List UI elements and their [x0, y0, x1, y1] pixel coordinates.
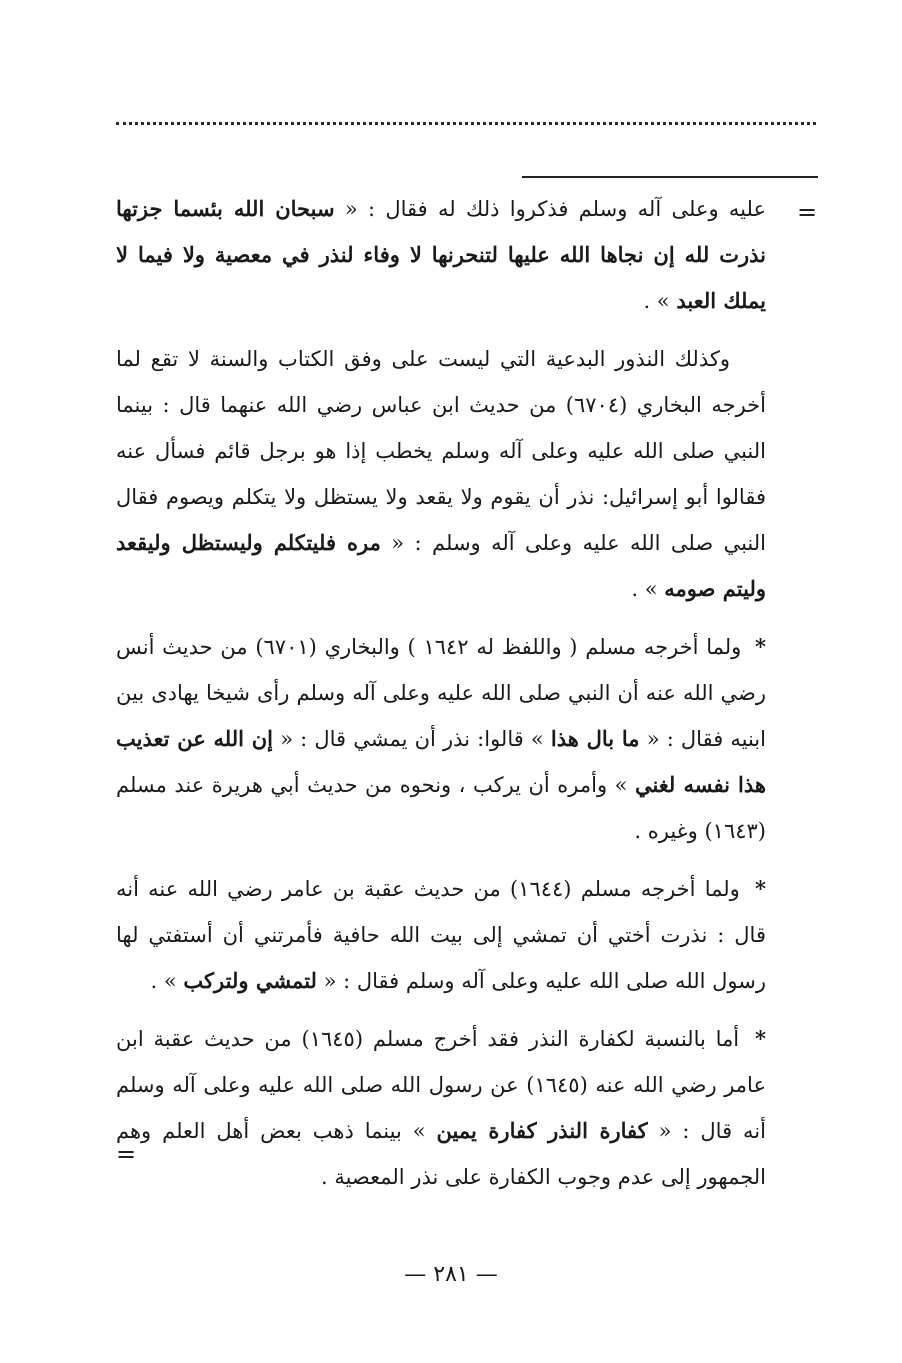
paragraph-4-close: » .: [150, 969, 177, 993]
footnote-separator: [522, 176, 818, 178]
paragraph-2: [116, 336, 766, 612]
continuation-mark-bottom: =: [116, 1140, 137, 1168]
paragraph-5: [116, 1016, 766, 1200]
paragraph-5-close: » بينما ذهب بعض أهل العلم وهم الجمهور إلى عدم وجوب الكفارة على نذر المعصية .: [116, 1119, 766, 1189]
paragraph-3-close: » وأمره أن يركب ، ونحوه من حديث أبي هريرة عند مسلم (١٦٤٣) وغيره .: [116, 773, 766, 843]
paragraph-2-text: وكذلك النذور البدعية التي ليست على وفق الكتاب والسنة لا تقع لما أخرجه البخاري (٦٧٠٤) من حديث ابن عباس رضي الله عنهما قال : بينما النبي صلى الله عليه وعلى آله وسلم يخطب إذا هو برجل قائم فسأل عنه فقالوا أبو إسرائيل: نذر أن يقوم ولا يقعد ولا يستظل ولا يتكلم ويصوم فقال النبي صلى الله عليه وعلى آله وسلم : «: [116, 347, 766, 555]
paragraph-4: [116, 866, 766, 1004]
paragraph-3-text: ولما أخرجه مسلم ( واللفظ له ١٦٤٢ ) والبخاري (٦٧٠١) من حديث أنس رضي الله عنه أن النبي صلى الله عليه وعلى آله وسلم رأى شيخا يهادى بين ابنيه فقال : «: [116, 635, 766, 751]
page-body: [116, 186, 766, 1212]
paragraph-2-close: » .: [631, 577, 658, 601]
hadith-quote: سبحان الله بئسما جزتها نذرت لله إن نجاها الله عليها لتنحرنها لا وفاء لنذر في معصية ولا فيما لا يملك العبد: [116, 196, 766, 313]
continuation-mark-top: =: [797, 198, 818, 226]
bullet-star-icon: *: [755, 1026, 766, 1051]
hadith-quote: إن الله عن تعذيب هذا نفسه لغني: [116, 726, 766, 797]
bullet-star-icon: *: [755, 634, 767, 659]
hadith-quote: كفارة النذر كفارة يمين: [436, 1118, 648, 1143]
paragraph-4-text: ولما أخرجه مسلم (١٦٤٤) من حديث عقبة بن عامر رضي الله عنه أنه قال : نذرت أختي أن تمشي إلى بيت الله حافية فأمرتني أن أستفتي لها رسول الله صلى الله عليه وعلى آله وسلم فقال : «: [116, 877, 766, 993]
hadith-quote: لتمشي ولتركب: [183, 968, 317, 993]
paragraph-5-text: أما بالنسبة لكفارة النذر فقد أخرج مسلم (١٦٤٥) من حديث عقبة ابن عامر رضي الله عنه (١٦٤٥) عن رسول الله صلى الله عليه وعلى آله وسلم أنه قال : «: [116, 1027, 766, 1143]
paragraph-1: [116, 186, 766, 324]
bullet-star-icon: *: [755, 876, 766, 901]
page-number: — ٢٨١ —: [404, 1262, 498, 1287]
top-dotted-rule: [116, 122, 816, 125]
hadith-quote: مره فليتكلم وليستظل وليقعد وليتم صومه: [116, 530, 766, 601]
paragraph-1-text: عليه وعلى آله وسلم فذكروا ذلك له فقال : «: [344, 197, 766, 221]
paragraph-3: [116, 624, 766, 854]
hadith-quote: ما بال هذا: [550, 726, 640, 751]
paragraph-1-close: » .: [643, 289, 670, 313]
paragraph-3-mid: » قالوا: نذر أن يمشي قال : «: [280, 727, 544, 751]
